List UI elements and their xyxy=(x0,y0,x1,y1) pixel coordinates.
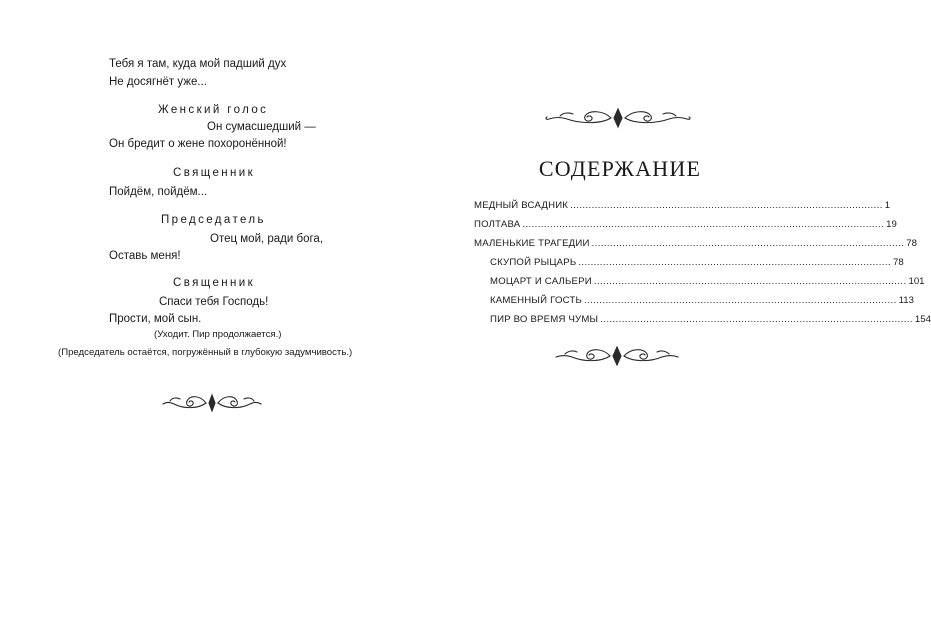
toc-entry-page: 78 xyxy=(893,257,904,268)
right-page xyxy=(410,0,931,636)
verse-line: Оставь меня! xyxy=(109,250,181,262)
left-page xyxy=(0,0,410,636)
toc-leader-dots: ...................................................................................................... xyxy=(591,238,905,249)
toc-entry[interactable] xyxy=(474,200,891,212)
toc-entry-page: 101 xyxy=(908,276,925,287)
stage-direction: (Уходит. Пир продолжается.) xyxy=(154,329,282,340)
verse-line: Тебя я там, куда мой падший дух xyxy=(109,58,287,70)
verse-line: Он сумасшедший — xyxy=(207,121,316,133)
toc-entry-page: 113 xyxy=(898,295,914,306)
verse-line: Он бредит о жене похоронённой! xyxy=(109,138,287,150)
toc-entry[interactable] xyxy=(474,238,917,250)
verse-line: Спаси тебя Господь! xyxy=(159,296,269,308)
toc-entry[interactable] xyxy=(490,276,925,288)
toc-leader-dots: ...................................................................................................... xyxy=(600,314,913,325)
toc-entry[interactable] xyxy=(490,295,914,307)
flourish-ornament-icon xyxy=(543,107,693,129)
toc-entry-page: 1 xyxy=(884,200,891,211)
toc-entry-label: МЕДНЫЙ ВСАДНИК xyxy=(474,200,569,211)
toc-title: СОДЕРЖАНИЕ xyxy=(538,156,702,181)
toc-entry-label: ПОЛТАВА xyxy=(474,219,521,230)
verse-line: Отец мой, ради бога, xyxy=(210,233,324,245)
toc-entry-label: МОЦАРТ И САЛЬЕРИ xyxy=(490,276,592,287)
verse-line: Пойдём, пойдём... xyxy=(109,186,208,198)
toc-leader-dots: ...................................................................................................................... xyxy=(522,219,885,230)
toc-entry-page: 154 xyxy=(914,314,931,325)
toc-leader-dots: ...................................................................................................... xyxy=(593,276,907,287)
verse-line: Прости, мой сын. xyxy=(109,313,202,325)
toc-entry[interactable] xyxy=(490,314,931,326)
verse-line: Не досягнёт уже... xyxy=(109,76,207,88)
toc-entry-label: СКУПОЙ РЫЦАРЬ xyxy=(490,257,577,268)
speaker-name: Женский голос xyxy=(158,104,269,116)
flourish-ornament-icon xyxy=(552,344,682,368)
toc-entry-page: 78 xyxy=(906,238,917,249)
toc-entry-page: 19 xyxy=(886,219,897,230)
speaker-name: Священник xyxy=(173,277,255,289)
toc-entry-label: ПИР ВО ВРЕМЯ ЧУМЫ xyxy=(490,314,599,325)
speaker-name: Председатель xyxy=(161,214,266,226)
stage-direction: (Председатель остаётся, погружённый в глубокую задумчивость.) xyxy=(58,347,353,358)
toc-leader-dots: ...................................................................................................... xyxy=(583,295,897,306)
toc-leader-dots: ...................................................................................................... xyxy=(570,200,883,211)
toc-entry-label: МАЛЕНЬКИЕ ТРАГЕДИИ xyxy=(474,238,590,249)
toc-entry[interactable] xyxy=(490,257,904,269)
speaker-name: Священник xyxy=(173,167,255,179)
toc-entry[interactable] xyxy=(474,219,897,231)
toc-leader-dots: ...................................................................................................... xyxy=(578,257,892,268)
flourish-ornament-icon xyxy=(160,391,264,415)
toc-entry-label: КАМЕННЫЙ ГОСТЬ xyxy=(490,295,582,306)
